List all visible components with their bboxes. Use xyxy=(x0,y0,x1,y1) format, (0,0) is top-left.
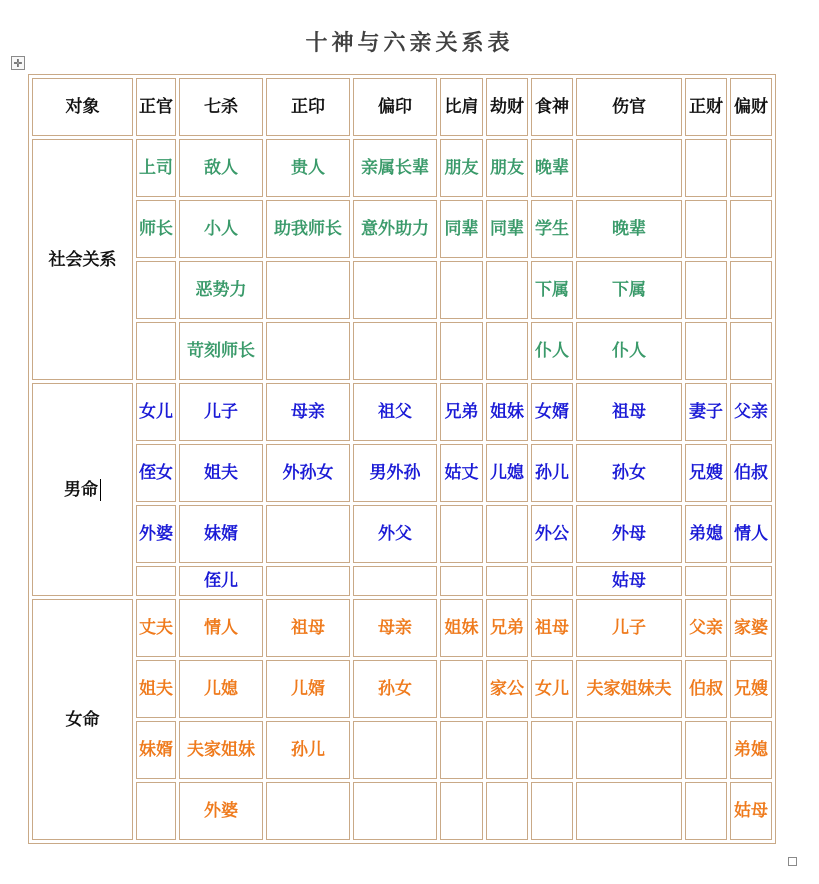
table-cell: 下属 xyxy=(531,261,573,319)
table-row xyxy=(32,383,772,441)
table-cell: 女儿 xyxy=(136,383,176,441)
table-cell xyxy=(440,721,483,779)
table-cell xyxy=(440,261,483,319)
table-cell xyxy=(531,782,573,840)
header-cell: 七杀 xyxy=(179,78,263,136)
table-cell xyxy=(266,566,350,596)
header-cell: 正财 xyxy=(685,78,727,136)
table-cell: 恶势力 xyxy=(179,261,263,319)
table-cell: 学生 xyxy=(531,200,573,258)
table-cell xyxy=(136,782,176,840)
table-cell: 母亲 xyxy=(266,383,350,441)
table-move-handle-icon[interactable]: ✛ xyxy=(11,56,25,70)
table-cell xyxy=(730,200,772,258)
table-cell: 师长 xyxy=(136,200,176,258)
table-cell xyxy=(486,505,528,563)
table-cell: 姑母 xyxy=(576,566,682,596)
table-cell: 妹婿 xyxy=(136,721,176,779)
table-cell: 孙儿 xyxy=(531,444,573,502)
table-cell: 朋友 xyxy=(486,139,528,197)
table-cell: 朋友 xyxy=(440,139,483,197)
table-cell xyxy=(576,782,682,840)
header-cell: 比肩 xyxy=(440,78,483,136)
table-cell: 外母 xyxy=(576,505,682,563)
table-cell xyxy=(531,721,573,779)
table-cell: 同辈 xyxy=(440,200,483,258)
table-cell: 姐妹 xyxy=(440,599,483,657)
table-cell: 姑母 xyxy=(730,782,772,840)
table-cell: 助我师长 xyxy=(266,200,350,258)
table-cell: 男外孙 xyxy=(353,444,437,502)
table-cell: 伯叔 xyxy=(685,660,727,718)
table-cell: 丈夫 xyxy=(136,599,176,657)
table-cell: 兄弟 xyxy=(440,383,483,441)
table-cell xyxy=(353,566,437,596)
table-cell xyxy=(730,261,772,319)
table-cell: 外婆 xyxy=(179,782,263,840)
table-cell: 敌人 xyxy=(179,139,263,197)
table-cell: 孙女 xyxy=(576,444,682,502)
table-cell: 儿婿 xyxy=(266,660,350,718)
table-row xyxy=(32,200,772,258)
table-cell xyxy=(440,660,483,718)
table-cell xyxy=(266,782,350,840)
table-cell xyxy=(685,322,727,380)
table-cell: 贵人 xyxy=(266,139,350,197)
table-cell: 姐妹 xyxy=(486,383,528,441)
table-cell xyxy=(685,261,727,319)
table-cell: 女儿 xyxy=(531,660,573,718)
table-cell: 儿子 xyxy=(576,599,682,657)
table-cell: 妻子 xyxy=(685,383,727,441)
table-cell: 家婆 xyxy=(730,599,772,657)
table-cell xyxy=(136,261,176,319)
table-row xyxy=(32,599,772,657)
relationship-table xyxy=(28,74,776,844)
table-cell xyxy=(266,505,350,563)
header-row xyxy=(32,78,772,136)
table-row xyxy=(32,505,772,563)
table-cell: 祖母 xyxy=(576,383,682,441)
table-cell xyxy=(486,721,528,779)
table-cell xyxy=(730,139,772,197)
table-cell: 兄弟 xyxy=(486,599,528,657)
table-cell: 兄嫂 xyxy=(730,660,772,718)
table-cell: 侄女 xyxy=(136,444,176,502)
table-cell: 姐夫 xyxy=(179,444,263,502)
table-cell xyxy=(353,322,437,380)
page-title: 十神与六亲关系表 xyxy=(305,30,514,56)
table-cell xyxy=(685,139,727,197)
table-cell: 夫家姐妹夫 xyxy=(576,660,682,718)
table-cell: 弟媳 xyxy=(685,505,727,563)
table-cell xyxy=(576,139,682,197)
table-row xyxy=(32,660,772,718)
table-cell: 意外助力 xyxy=(353,200,437,258)
table-cell: 外公 xyxy=(531,505,573,563)
table-cell: 妹婿 xyxy=(179,505,263,563)
table-cell: 情人 xyxy=(179,599,263,657)
table-cell: 孙儿 xyxy=(266,721,350,779)
table-cell xyxy=(440,322,483,380)
table-cell: 情人 xyxy=(730,505,772,563)
header-cell: 劫财 xyxy=(486,78,528,136)
table-cell: 仆人 xyxy=(576,322,682,380)
table-cell: 弟媳 xyxy=(730,721,772,779)
table-cell: 母亲 xyxy=(353,599,437,657)
table-cell xyxy=(486,782,528,840)
table-cell: 祖母 xyxy=(266,599,350,657)
table-cell: 外孙女 xyxy=(266,444,350,502)
table-cell xyxy=(440,566,483,596)
table-cell xyxy=(440,505,483,563)
table-cell xyxy=(440,782,483,840)
table-cell xyxy=(353,782,437,840)
table-cell: 孙女 xyxy=(353,660,437,718)
table-row xyxy=(32,782,772,840)
table-row xyxy=(32,566,772,596)
table-cell: 儿子 xyxy=(179,383,263,441)
header-cell: 对象 xyxy=(32,78,133,136)
table-cell: 侄儿 xyxy=(179,566,263,596)
table-cell: 兄嫂 xyxy=(685,444,727,502)
section-label-female: 女命 xyxy=(32,599,133,840)
table-cell: 女婿 xyxy=(531,383,573,441)
table-cell: 外婆 xyxy=(136,505,176,563)
table-cell: 儿媳 xyxy=(486,444,528,502)
table-cell: 仆人 xyxy=(531,322,573,380)
text-cursor xyxy=(100,479,101,501)
table-cell xyxy=(486,322,528,380)
header-cell: 正官 xyxy=(136,78,176,136)
table-cell: 晚辈 xyxy=(531,139,573,197)
table-cell: 伯叔 xyxy=(730,444,772,502)
table-cell: 父亲 xyxy=(685,599,727,657)
table-cell xyxy=(576,721,682,779)
section-label-social: 社会关系 xyxy=(32,139,133,380)
section-label-male xyxy=(32,383,133,596)
table-cell xyxy=(685,566,727,596)
table-row xyxy=(32,444,772,502)
table-cell: 亲属长辈 xyxy=(353,139,437,197)
table-cell xyxy=(353,721,437,779)
table-cell: 父亲 xyxy=(730,383,772,441)
table-cell: 儿媳 xyxy=(179,660,263,718)
table-cell xyxy=(531,566,573,596)
table-cell xyxy=(685,200,727,258)
header-cell: 食神 xyxy=(531,78,573,136)
table-cell xyxy=(136,566,176,596)
table-cell xyxy=(266,322,350,380)
table-cell xyxy=(266,261,350,319)
table-cell: 下属 xyxy=(576,261,682,319)
header-cell: 伤官 xyxy=(576,78,682,136)
table-cell: 祖母 xyxy=(531,599,573,657)
table-row xyxy=(32,721,772,779)
header-cell: 正印 xyxy=(266,78,350,136)
table-row xyxy=(32,261,772,319)
table-cell: 姑丈 xyxy=(440,444,483,502)
header-cell: 偏财 xyxy=(730,78,772,136)
table-row xyxy=(32,139,772,197)
table-cell: 姐夫 xyxy=(136,660,176,718)
table-cell: 小人 xyxy=(179,200,263,258)
table-cell: 苛刻师长 xyxy=(179,322,263,380)
section-label-text: 男命 xyxy=(64,479,98,500)
table-cell xyxy=(730,566,772,596)
table-cell: 家公 xyxy=(486,660,528,718)
table-cell: 祖父 xyxy=(353,383,437,441)
table-resize-handle-icon[interactable] xyxy=(788,857,797,866)
table-cell: 外父 xyxy=(353,505,437,563)
table-row xyxy=(32,322,772,380)
table-cell: 上司 xyxy=(136,139,176,197)
table-cell xyxy=(730,322,772,380)
table-cell xyxy=(486,566,528,596)
header-cell: 偏印 xyxy=(353,78,437,136)
table-cell xyxy=(685,782,727,840)
table-cell: 同辈 xyxy=(486,200,528,258)
table-cell xyxy=(353,261,437,319)
table-cell xyxy=(685,721,727,779)
table-cell xyxy=(486,261,528,319)
table-cell: 夫家姐妹 xyxy=(179,721,263,779)
table-cell xyxy=(136,322,176,380)
table-cell: 晚辈 xyxy=(576,200,682,258)
